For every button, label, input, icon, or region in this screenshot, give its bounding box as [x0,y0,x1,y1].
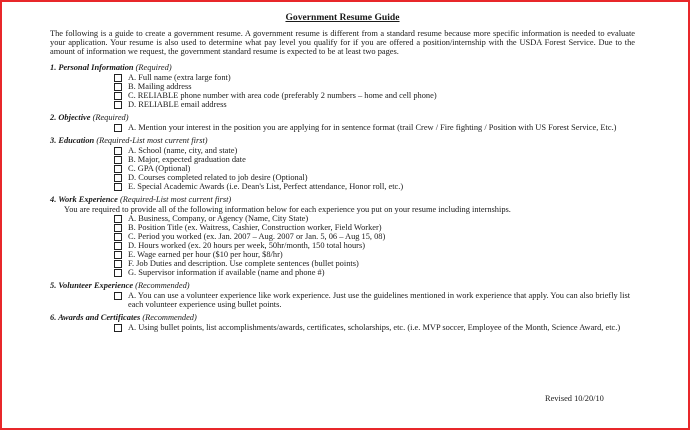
checkbox-icon[interactable] [114,215,122,223]
section-1 [50,63,635,109]
revised-date: Revised 10/20/10 [545,394,604,403]
checklist-item [114,291,635,309]
checklist-item [114,214,635,223]
checkbox-icon[interactable] [114,101,122,109]
section-note: You are required to provide all of the following information below for each experience you put on your resume including internships. [64,204,511,214]
section-heading [50,136,635,146]
checklist-item-text: A. You can use a volunteer experience like work experience. Just use the guidelines mentioned in work experience that apply. You can also briefly list each volunteer experience using bullet points. [128,290,631,309]
checkbox-icon[interactable] [114,224,122,232]
checklist-item [114,73,635,82]
checkbox-icon[interactable] [114,124,122,132]
checklist-item [114,91,635,100]
checkbox-icon[interactable] [114,233,122,241]
section-requirement: (Required) [92,112,129,122]
checklist-item [114,241,635,250]
document-page [50,12,635,336]
checklist-item-text: B. Mailing address [128,81,192,91]
checklist-item-text: A. Mention your interest in the position you are applying for in sentence format (trail Crew / Fire fighting / Position with US Forest Service, Etc.) [128,122,617,132]
section-heading [50,63,635,73]
checkbox-icon[interactable] [114,147,122,155]
section-5 [50,281,635,309]
section-3 [50,136,635,191]
checklist-item [114,323,635,332]
checkbox-icon[interactable] [114,174,122,182]
checklist-item [114,259,635,268]
checklist-item-text: B. Major, expected graduation date [128,154,246,164]
checklist-item-text: A. Full name (extra large font) [128,72,231,82]
checkbox-icon[interactable] [114,92,122,100]
section-requirement: (Recommended) [142,312,197,322]
checkbox-icon[interactable] [114,269,122,277]
section-heading [50,195,635,205]
checklist-item [114,146,635,155]
checklist-item-text: B. Position Title (ex. Waitress, Cashier, Construction worker, Field Worker) [128,222,382,232]
checkbox-icon[interactable] [114,251,122,259]
document-title: Government Resume Guide [285,12,400,23]
checklist-item-text: E. Wage earned per hour ($10 per hour, $8/hr) [128,249,283,259]
checkbox-icon[interactable] [114,183,122,191]
section-heading-text: 5. Volunteer Experience [50,280,134,290]
sections-container [50,63,635,332]
checklist-item-text: A. School (name, city, and state) [128,145,238,155]
checklist-item-text: D. Courses completed related to job desire (Optional) [128,172,308,182]
section-heading-text: 6. Awards and Certificates [50,312,141,322]
section-requirement: (Required) [135,62,172,72]
section-6 [50,313,635,332]
checklist-item [114,182,635,191]
checklist-item [114,100,635,109]
checkbox-icon[interactable] [114,83,122,91]
checklist-item [114,250,635,259]
section-4 [50,195,635,277]
checklist-item-text: F. Job Duties and description. Use complete sentences (bullet points) [128,258,359,268]
section-heading [50,113,635,123]
section-requirement: (Required-List most current first) [96,135,208,145]
checkbox-icon[interactable] [114,74,122,82]
section-heading-text: 3. Education [50,135,95,145]
checklist-item-text: A. Business, Company, or Agency (Name, City State) [128,213,309,223]
checklist-item-text: G. Supervisor information if available (name and phone #) [128,267,325,277]
checklist-item-text: C. GPA (Optional) [128,163,191,173]
checkbox-icon[interactable] [114,324,122,332]
section-requirement: (Required-List most current first) [119,194,232,204]
checkbox-icon[interactable] [114,260,122,268]
checklist-item-text: D. RELIABLE email address [128,99,227,109]
section-requirement: (Recommended) [135,280,190,290]
checklist-item [114,155,635,164]
checklist-item-text: E. Special Academic Awards (i.e. Dean's List, Perfect attendance, Honor roll, etc.) [128,181,404,191]
checkbox-icon[interactable] [114,156,122,164]
checklist-item [114,123,635,132]
section-heading [50,313,635,323]
checklist-item [114,82,635,91]
checklist-item [114,232,635,241]
checklist-item-text: C. RELIABLE phone number with area code (preferably 2 numbers – home and cell phone) [128,90,437,100]
checklist-item [114,173,635,182]
checklist-item-text: C. Period you worked (ex. Jan. 2007 – Aug. 2007 or Jan. 5, 06 – Aug 15, 08) [128,231,386,241]
checklist-item-text: A. Using bullet points, list accomplishments/awards, certificates, scholarships, etc. (i.e. MVP soccer, Employee of the Month, Science Award, etc.) [128,322,621,332]
checkbox-icon[interactable] [114,165,122,173]
intro-paragraph: The following is a guide to create a government resume. A government resume is different from a standard resume because more specific information is needed to evaluate your application. Your resume is also used to determine what pay level you qualify for if you are offered a position/internship with the USDA Forest Service. Due to the amount of information we request, the government standard resume is expected to be at least two pages. [50,29,635,57]
section-2 [50,113,635,132]
checklist-item-text: D. Hours worked (ex. 20 hours per week, 50hr/month, 150 total hours) [128,240,366,250]
section-heading-text: 4. Work Experience [50,194,118,204]
section-heading [50,281,635,291]
checklist-item [114,268,635,277]
checkbox-icon[interactable] [114,242,122,250]
checklist-item [114,223,635,232]
section-heading-text: 1. Personal Information [50,62,134,72]
section-heading-text: 2. Objective [50,112,91,122]
checkbox-icon[interactable] [114,292,122,300]
checklist-item [114,164,635,173]
